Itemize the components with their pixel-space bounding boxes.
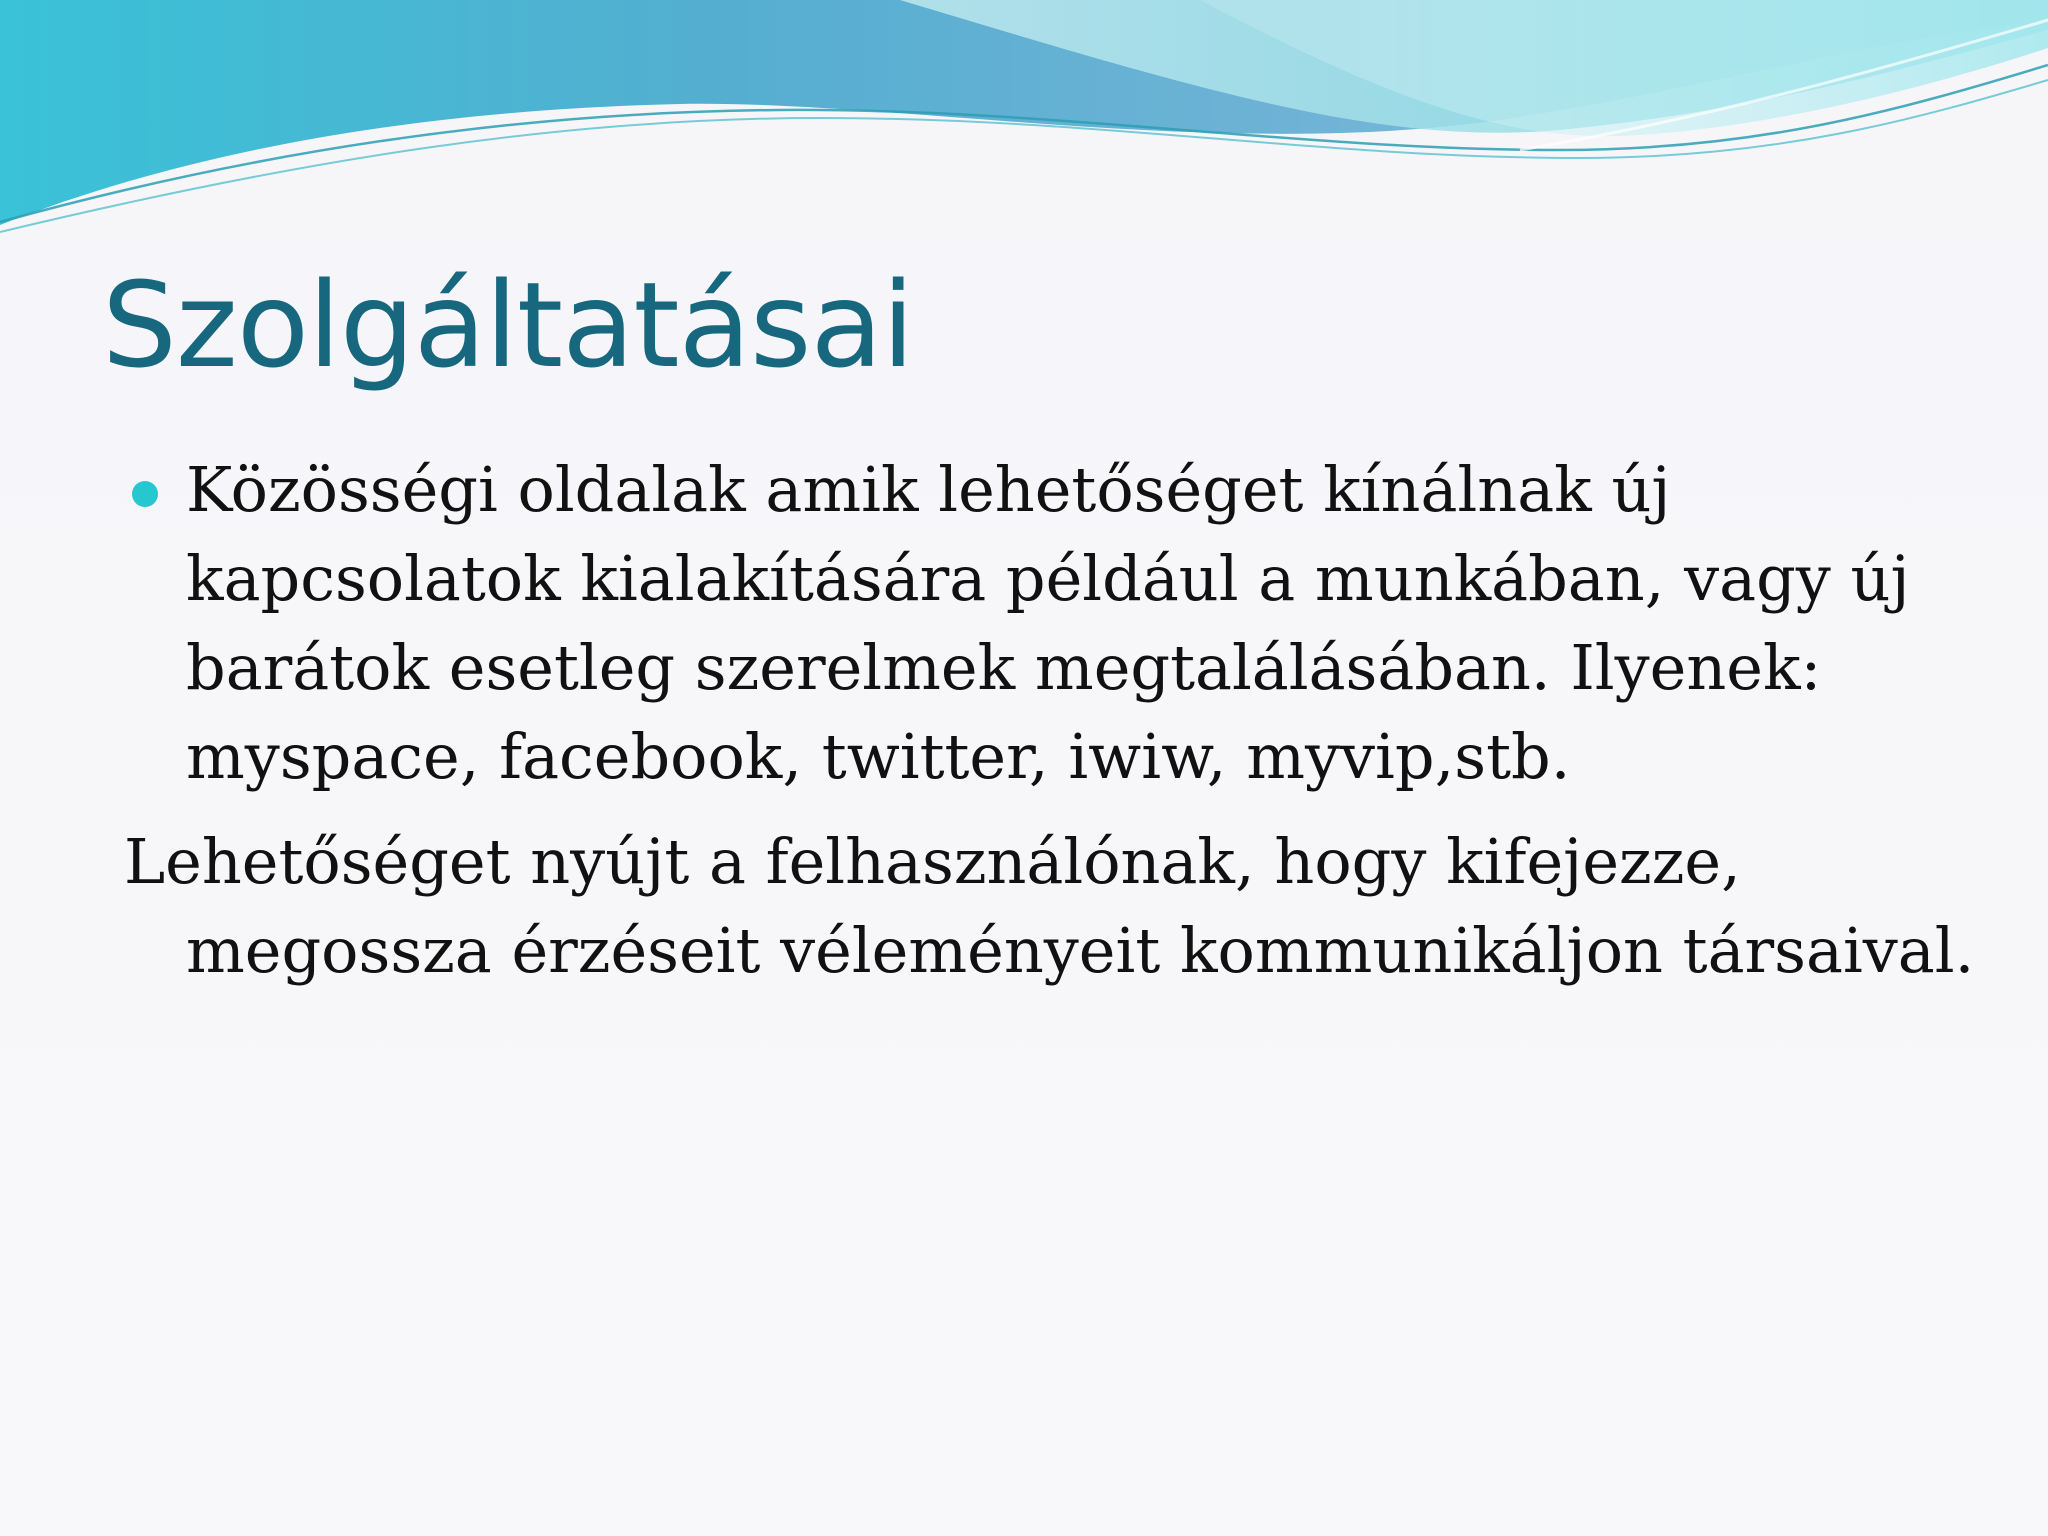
slide-title: Szolgáltatásai — [102, 256, 914, 394]
bullet-dot-icon — [132, 481, 158, 507]
body-paragraph: Lehetőséget nyújt a felhasználónak, hogy kifejezze, megossza érzéseit véleményeit kommunikáljon társaival. — [124, 825, 1975, 987]
bullet-text: Közösségi oldalak amik lehetőséget kínálnak új kapcsolatok kialakítására például a munkában, vagy új barátok esetleg szerelmek megtalálásában. Ilyenek: myspace, facebook, twitter, iwiw, myvip,stb. — [186, 453, 1910, 793]
bullet-item — [124, 445, 1984, 801]
slide-body — [124, 445, 1984, 995]
wave-header-decoration — [0, 0, 2048, 240]
